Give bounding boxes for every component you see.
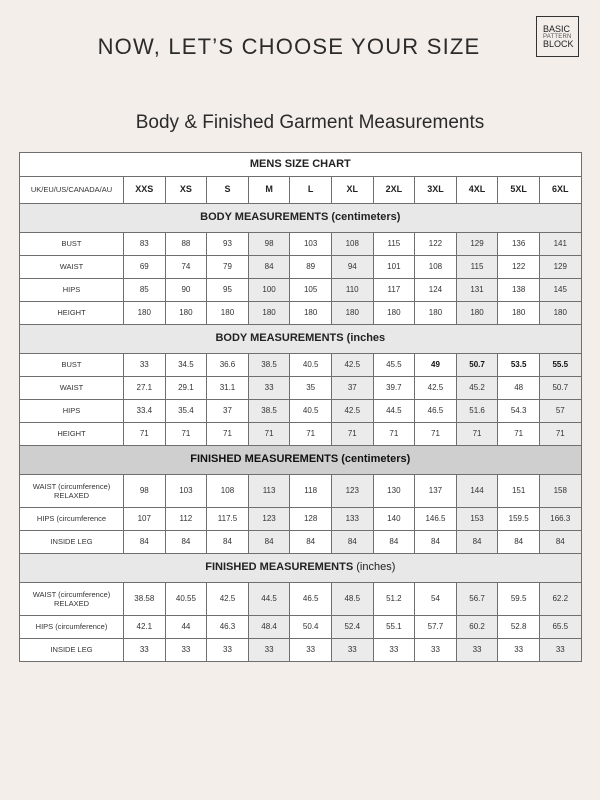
- row-label: WAIST: [20, 256, 124, 279]
- size-header-4xl: 4XL: [456, 177, 498, 204]
- cell-s: 46.3: [207, 616, 249, 639]
- cell-2xl: 115: [373, 233, 415, 256]
- cell-2xl: 33: [373, 639, 415, 662]
- cell-l: 46.5: [290, 583, 332, 616]
- cell-xl: 123: [331, 475, 373, 508]
- table-row: [20, 508, 582, 531]
- cell-xs: 34.5: [165, 354, 207, 377]
- cell-l: 105: [290, 279, 332, 302]
- table-row: [20, 639, 582, 662]
- table-row: [20, 279, 582, 302]
- cell-2xl: 45.5: [373, 354, 415, 377]
- cell-3xl: 124: [415, 279, 457, 302]
- cell-l: 40.5: [290, 354, 332, 377]
- cell-xl: 84: [331, 531, 373, 554]
- cell-m: 113: [248, 475, 290, 508]
- cell-m: 33: [248, 377, 290, 400]
- cell-m: 180: [248, 302, 290, 325]
- logo-line-1: BASIC: [543, 23, 571, 34]
- cell-xl: 52.4: [331, 616, 373, 639]
- row-label: HEIGHT: [20, 423, 124, 446]
- row-label: HIPS: [20, 279, 124, 302]
- cell-4xl: 45.2: [456, 377, 498, 400]
- cell-5xl: 33: [498, 639, 540, 662]
- cell-6xl: 50.7: [539, 377, 581, 400]
- section-title-bold: BODY MEASUREMENTS (centimeters): [200, 211, 401, 224]
- cell-m: 123: [248, 508, 290, 531]
- cell-5xl: 138: [498, 279, 540, 302]
- section-title-bold: FINISHED MEASUREMENTS: [205, 561, 354, 574]
- cell-s: 33: [207, 639, 249, 662]
- cell-3xl: 57.7: [415, 616, 457, 639]
- cell-2xl: 44.5: [373, 400, 415, 423]
- cell-s: 180: [207, 302, 249, 325]
- cell-l: 84: [290, 531, 332, 554]
- table-row: [20, 256, 582, 279]
- cell-4xl: 131: [456, 279, 498, 302]
- table-title: MENS SIZE CHART: [20, 153, 582, 177]
- cell-3xl: 180: [415, 302, 457, 325]
- table-row: [20, 302, 582, 325]
- cell-xxs: 42.1: [124, 616, 166, 639]
- cell-3xl: 137: [415, 475, 457, 508]
- cell-6xl: 141: [539, 233, 581, 256]
- cell-5xl: 84: [498, 531, 540, 554]
- cell-5xl: 180: [498, 302, 540, 325]
- cell-m: 84: [248, 531, 290, 554]
- cell-s: 93: [207, 233, 249, 256]
- cell-4xl: 84: [456, 531, 498, 554]
- cell-xl: 42.5: [331, 354, 373, 377]
- cell-m: 33: [248, 639, 290, 662]
- cell-6xl: 180: [539, 302, 581, 325]
- cell-5xl: 52.8: [498, 616, 540, 639]
- cell-xs: 74: [165, 256, 207, 279]
- cell-6xl: 33: [539, 639, 581, 662]
- cell-xl: 42.5: [331, 400, 373, 423]
- cell-2xl: 39.7: [373, 377, 415, 400]
- cell-2xl: 180: [373, 302, 415, 325]
- cell-xxs: 180: [124, 302, 166, 325]
- cell-6xl: 57: [539, 400, 581, 423]
- cell-6xl: 129: [539, 256, 581, 279]
- cell-xxs: 33: [124, 354, 166, 377]
- size-header-m: M: [248, 177, 290, 204]
- table-row: [20, 531, 582, 554]
- cell-3xl: 46.5: [415, 400, 457, 423]
- cell-5xl: 54.3: [498, 400, 540, 423]
- cell-xl: 180: [331, 302, 373, 325]
- cell-xxs: 85: [124, 279, 166, 302]
- cell-xs: 35.4: [165, 400, 207, 423]
- table-row: [20, 354, 582, 377]
- cell-6xl: 62.2: [539, 583, 581, 616]
- cell-l: 89: [290, 256, 332, 279]
- cell-4xl: 51.6: [456, 400, 498, 423]
- cell-xs: 90: [165, 279, 207, 302]
- cell-3xl: 146.5: [415, 508, 457, 531]
- cell-xs: 103: [165, 475, 207, 508]
- cell-4xl: 33: [456, 639, 498, 662]
- cell-5xl: 48: [498, 377, 540, 400]
- cell-xs: 44: [165, 616, 207, 639]
- cell-xxs: 27.1: [124, 377, 166, 400]
- cell-xl: 133: [331, 508, 373, 531]
- cell-xl: 71: [331, 423, 373, 446]
- row-label: HIPS (circumference): [20, 616, 124, 639]
- cell-6xl: 55.5: [539, 354, 581, 377]
- section-header-row: [20, 325, 582, 354]
- cell-xl: 33: [331, 639, 373, 662]
- section-title-bold: FINISHED MEASUREMENTS: [190, 453, 339, 466]
- cell-m: 84: [248, 256, 290, 279]
- cell-4xl: 129: [456, 233, 498, 256]
- section-title: [20, 204, 582, 233]
- cell-2xl: 130: [373, 475, 415, 508]
- cell-s: 84: [207, 531, 249, 554]
- cell-2xl: 101: [373, 256, 415, 279]
- cell-5xl: 53.5: [498, 354, 540, 377]
- cell-s: 37: [207, 400, 249, 423]
- size-header-l: L: [290, 177, 332, 204]
- page-subheading: Body & Finished Garment Measurements: [135, 112, 485, 133]
- cell-s: 42.5: [207, 583, 249, 616]
- page-heading: NOW, LET’S CHOOSE YOUR SIZE: [97, 34, 481, 59]
- cell-2xl: 71: [373, 423, 415, 446]
- cell-l: 180: [290, 302, 332, 325]
- cell-6xl: 166.3: [539, 508, 581, 531]
- cell-m: 48.4: [248, 616, 290, 639]
- cell-m: 38.5: [248, 400, 290, 423]
- row-label: BUST: [20, 354, 124, 377]
- cell-xl: 37: [331, 377, 373, 400]
- cell-xs: 33: [165, 639, 207, 662]
- cell-4xl: 56.7: [456, 583, 498, 616]
- cell-3xl: 71: [415, 423, 457, 446]
- cell-l: 35: [290, 377, 332, 400]
- region-label: UK/EU/US/CANADA/AU: [20, 177, 124, 204]
- section-title-bold: BODY MEASUREMENTS (inches: [215, 332, 386, 345]
- cell-5xl: 159.5: [498, 508, 540, 531]
- table-row: [20, 616, 582, 639]
- cell-xxs: 69: [124, 256, 166, 279]
- cell-4xl: 60.2: [456, 616, 498, 639]
- cell-s: 71: [207, 423, 249, 446]
- row-label: WAIST (circumference) RELAXED: [20, 583, 124, 616]
- cell-xxs: 98: [124, 475, 166, 508]
- table-row: [20, 233, 582, 256]
- section-header-row: [20, 554, 582, 583]
- cell-s: 108: [207, 475, 249, 508]
- size-header-xs: XS: [165, 177, 207, 204]
- cell-3xl: 108: [415, 256, 457, 279]
- size-header-3xl: 3XL: [415, 177, 457, 204]
- cell-xxs: 83: [124, 233, 166, 256]
- cell-6xl: 71: [539, 423, 581, 446]
- cell-4xl: 180: [456, 302, 498, 325]
- section-title: [20, 325, 582, 354]
- logo-line-2: PATTERN: [543, 33, 572, 40]
- row-label: BUST: [20, 233, 124, 256]
- cell-m: 38.5: [248, 354, 290, 377]
- size-header-6xl: 6XL: [539, 177, 581, 204]
- cell-m: 44.5: [248, 583, 290, 616]
- brand-logo: [536, 16, 579, 57]
- size-header-5xl: 5XL: [498, 177, 540, 204]
- section-title-unit: (inches): [353, 561, 396, 574]
- cell-xxs: 33.4: [124, 400, 166, 423]
- table-row: [20, 583, 582, 616]
- cell-3xl: 42.5: [415, 377, 457, 400]
- cell-xs: 180: [165, 302, 207, 325]
- cell-m: 98: [248, 233, 290, 256]
- size-header-2xl: 2XL: [373, 177, 415, 204]
- cell-l: 103: [290, 233, 332, 256]
- cell-4xl: 144: [456, 475, 498, 508]
- size-chart-table: [19, 152, 582, 662]
- logo-line-3: BLOCK: [543, 38, 574, 49]
- size-header-row: [20, 177, 582, 204]
- size-header-s: S: [207, 177, 249, 204]
- cell-xxs: 84: [124, 531, 166, 554]
- cell-6xl: 65.5: [539, 616, 581, 639]
- cell-3xl: 54: [415, 583, 457, 616]
- section-header-row: [20, 204, 582, 233]
- cell-3xl: 84: [415, 531, 457, 554]
- cell-l: 40.5: [290, 400, 332, 423]
- cell-xl: 108: [331, 233, 373, 256]
- cell-2xl: 51.2: [373, 583, 415, 616]
- cell-2xl: 84: [373, 531, 415, 554]
- cell-3xl: 33: [415, 639, 457, 662]
- table-row: [20, 423, 582, 446]
- cell-xs: 112: [165, 508, 207, 531]
- cell-s: 79: [207, 256, 249, 279]
- row-label: HIPS (circumference: [20, 508, 124, 531]
- row-label: HEIGHT: [20, 302, 124, 325]
- size-header-xl: XL: [331, 177, 373, 204]
- cell-3xl: 122: [415, 233, 457, 256]
- cell-4xl: 153: [456, 508, 498, 531]
- row-label: INSIDE LEG: [20, 531, 124, 554]
- section-title: [20, 554, 582, 583]
- cell-4xl: 50.7: [456, 354, 498, 377]
- cell-5xl: 151: [498, 475, 540, 508]
- cell-2xl: 117: [373, 279, 415, 302]
- cell-xxs: 33: [124, 639, 166, 662]
- cell-l: 50.4: [290, 616, 332, 639]
- cell-xs: 71: [165, 423, 207, 446]
- cell-xl: 94: [331, 256, 373, 279]
- cell-xs: 40.55: [165, 583, 207, 616]
- section-title-unit: (centimeters): [338, 453, 411, 466]
- cell-xxs: 71: [124, 423, 166, 446]
- row-label: HIPS: [20, 400, 124, 423]
- cell-m: 71: [248, 423, 290, 446]
- cell-xs: 84: [165, 531, 207, 554]
- section-header-row: [20, 446, 582, 475]
- cell-2xl: 55.1: [373, 616, 415, 639]
- cell-5xl: 136: [498, 233, 540, 256]
- cell-5xl: 71: [498, 423, 540, 446]
- cell-l: 71: [290, 423, 332, 446]
- cell-6xl: 84: [539, 531, 581, 554]
- cell-5xl: 59.5: [498, 583, 540, 616]
- cell-4xl: 71: [456, 423, 498, 446]
- cell-5xl: 122: [498, 256, 540, 279]
- cell-6xl: 145: [539, 279, 581, 302]
- table-row: [20, 475, 582, 508]
- cell-2xl: 140: [373, 508, 415, 531]
- cell-xs: 29.1: [165, 377, 207, 400]
- cell-l: 118: [290, 475, 332, 508]
- cell-s: 95: [207, 279, 249, 302]
- row-label: WAIST (circumference) RELAXED: [20, 475, 124, 508]
- cell-4xl: 115: [456, 256, 498, 279]
- table-title-row: [20, 153, 582, 177]
- cell-l: 33: [290, 639, 332, 662]
- cell-xxs: 107: [124, 508, 166, 531]
- cell-xxs: 38.58: [124, 583, 166, 616]
- cell-l: 128: [290, 508, 332, 531]
- section-title: [20, 446, 582, 475]
- cell-6xl: 158: [539, 475, 581, 508]
- cell-s: 117.5: [207, 508, 249, 531]
- cell-s: 36.6: [207, 354, 249, 377]
- cell-xs: 88: [165, 233, 207, 256]
- row-label: INSIDE LEG: [20, 639, 124, 662]
- cell-3xl: 49: [415, 354, 457, 377]
- cell-s: 31.1: [207, 377, 249, 400]
- cell-m: 100: [248, 279, 290, 302]
- table-row: [20, 400, 582, 423]
- table-row: [20, 377, 582, 400]
- cell-xl: 110: [331, 279, 373, 302]
- row-label: WAIST: [20, 377, 124, 400]
- cell-xl: 48.5: [331, 583, 373, 616]
- size-header-xxs: XXS: [124, 177, 166, 204]
